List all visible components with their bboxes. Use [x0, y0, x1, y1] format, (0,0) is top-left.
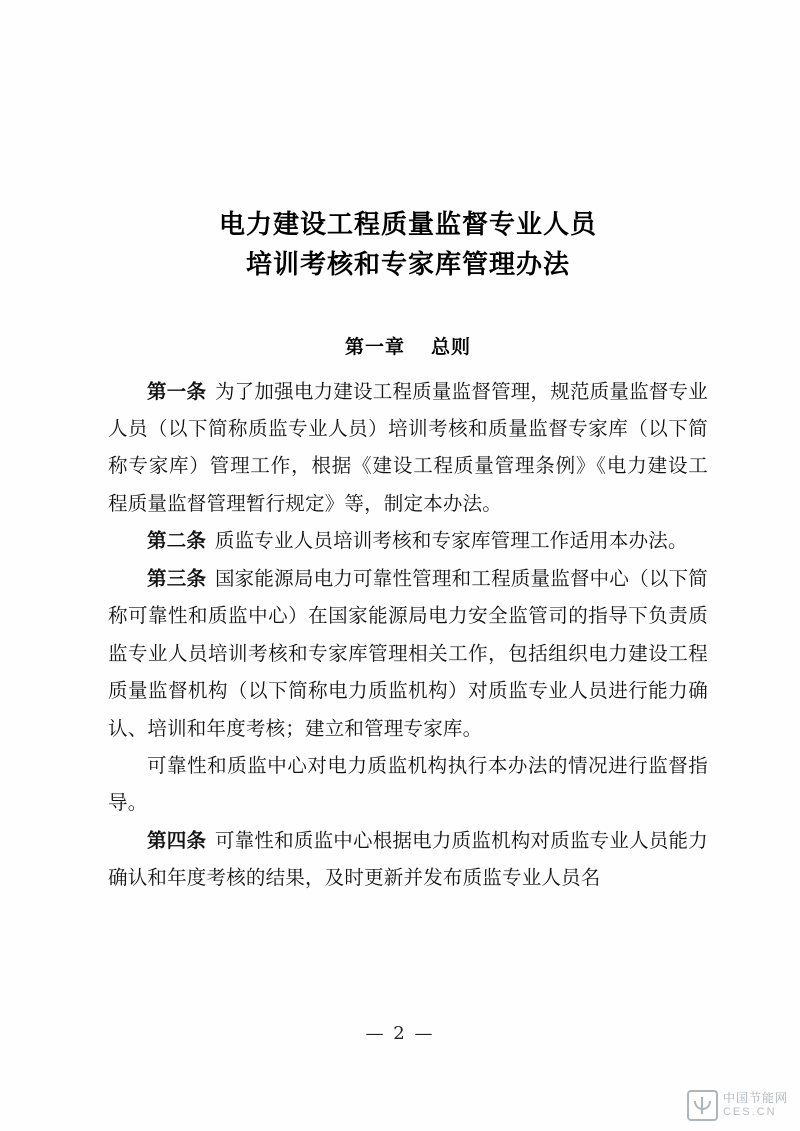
paragraph-article-3	[108, 560, 708, 747]
watermark-en-label: CES.CN	[722, 1106, 777, 1119]
chapter-heading	[108, 332, 708, 359]
paragraph-supplement	[108, 747, 708, 822]
page-title	[108, 205, 708, 286]
watermark	[687, 1090, 788, 1121]
watermark-text	[723, 1092, 788, 1118]
paragraph-article-4	[108, 822, 708, 897]
article-text: 质监专业人员培训考核和专家库管理工作适用本办法。	[214, 529, 688, 553]
energy-saving-logo-icon	[687, 1090, 718, 1121]
article-number: 第一条	[147, 379, 207, 403]
watermark-cn-label: 中国节能网	[722, 1091, 788, 1106]
title-line-1: 电力建设工程质量监督专业人员	[218, 210, 597, 240]
article-text: 国家能源局电力可靠性管理和工程质量监督中心（以下简称可靠性和质监中心）在国家能源局电力安全监管司的指导下负责质监专业人员培训考核和专家库管理相关工作，包括组织电力建设工程质量监督机构（以下简称电力质监机构）对质监专业人员进行能力确认、培训和年度考核；建立和管理专家库。	[108, 566, 708, 740]
article-number: 第二条	[147, 529, 207, 553]
article-text: 为了加强电力建设工程质量监督管理，规范质量监督专业人员（以下简称质监专业人员）培训考核和质量监督专家库（以下简称专家库）管理工作，根据《建设工程质量管理条例》《电力建设工程质量监督管理暂行规定》等，制定本办法。	[108, 379, 708, 515]
article-number: 第三条	[147, 566, 207, 590]
title-line-2: 培训考核和专家库管理办法	[245, 250, 570, 281]
article-number: 第四条	[147, 828, 207, 852]
document-body	[108, 205, 708, 897]
article-text: 可靠性和质监中心根据电力质监机构对质监专业人员能力确认和年度考核的结果，及时更新并发布质监专业人员名	[108, 828, 708, 890]
chapter-number: 第一章	[344, 335, 405, 358]
chapter-name: 总则	[431, 335, 472, 358]
paragraph-article-1	[108, 373, 708, 523]
page-number: — 2 —	[365, 1023, 435, 1044]
article-text: 可靠性和质监中心对电力质监机构执行本办法的情况进行监督指导。	[108, 753, 708, 815]
paragraph-article-2	[108, 522, 708, 559]
